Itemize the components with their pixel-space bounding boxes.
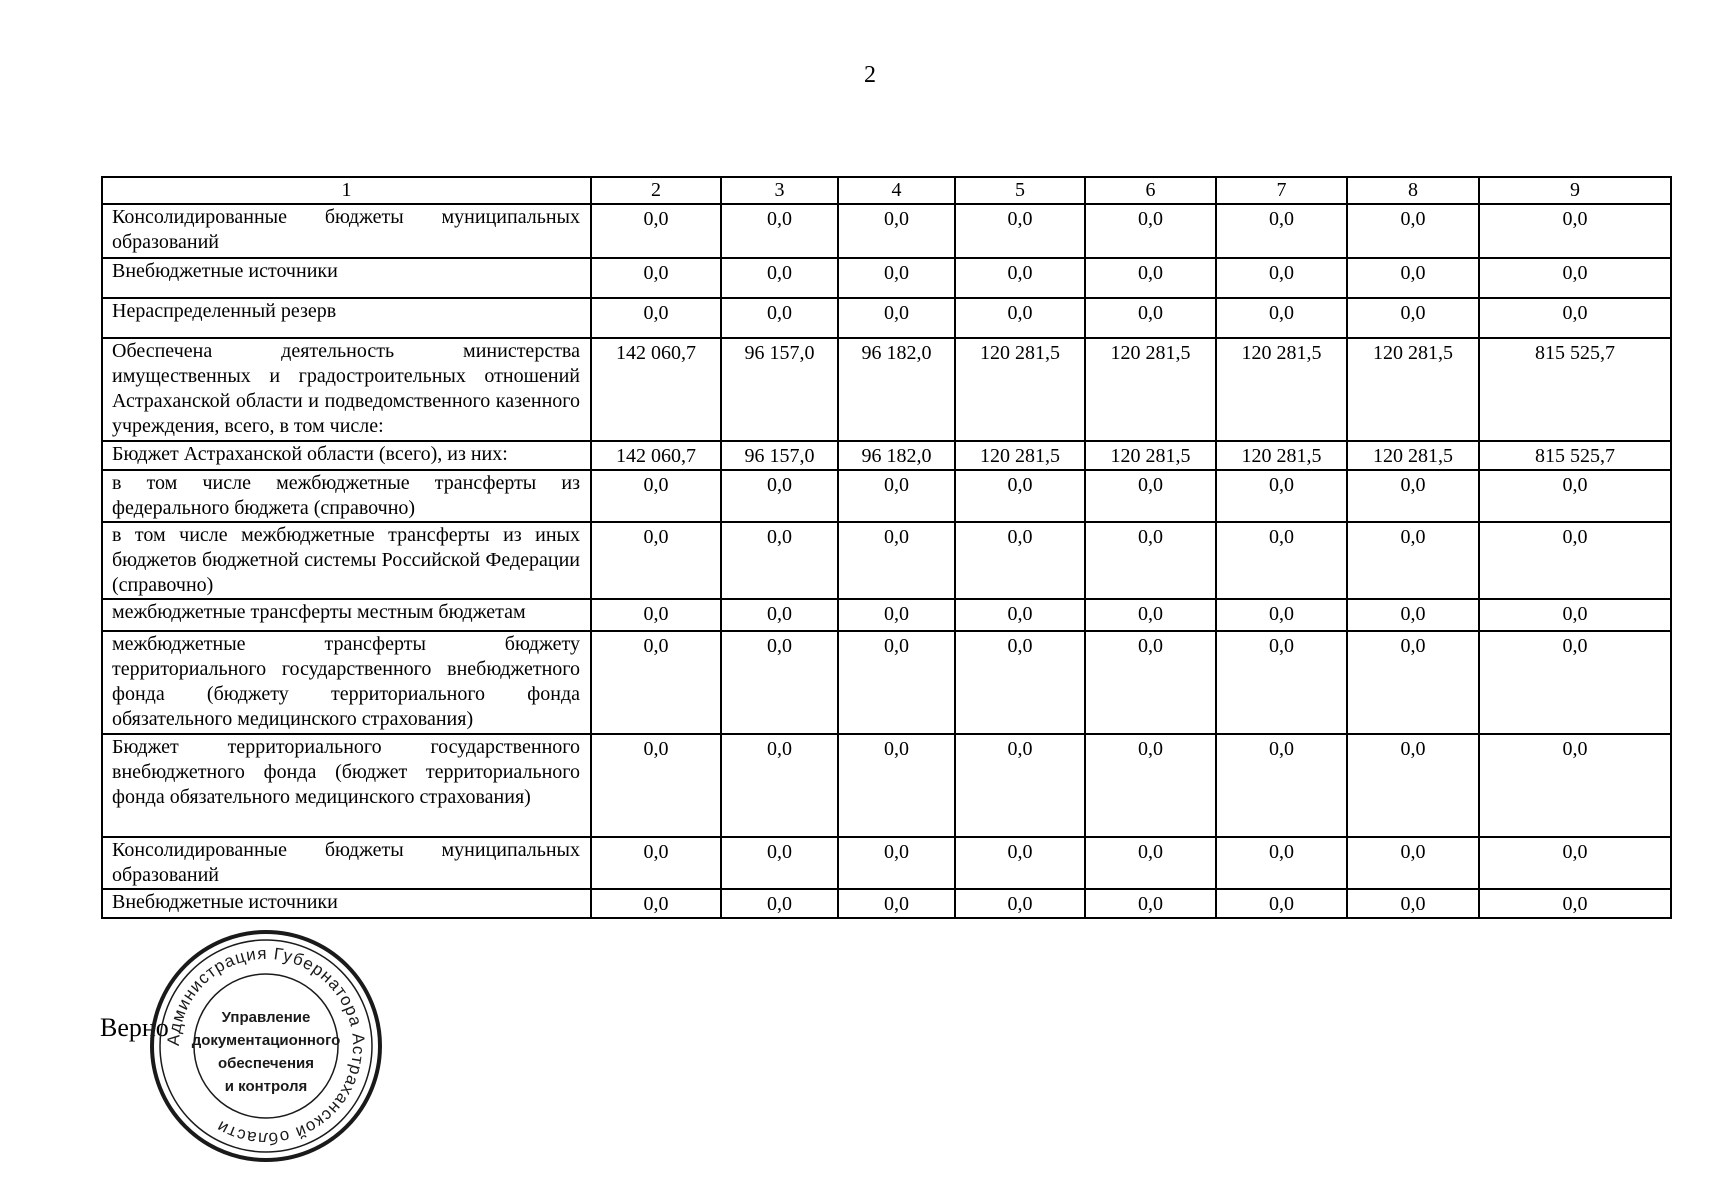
cell-value: 0,0 bbox=[721, 204, 838, 258]
cell-value: 0,0 bbox=[1479, 204, 1671, 258]
cell-value: 0,0 bbox=[1085, 258, 1216, 298]
row-label: межбюджетные трансферты местным бюджетам bbox=[102, 599, 591, 631]
cell-value: 0,0 bbox=[1085, 734, 1216, 837]
table-row bbox=[102, 599, 1671, 631]
stamp-center-line: Управление bbox=[221, 1009, 311, 1026]
cell-value: 0,0 bbox=[1216, 204, 1347, 258]
cell-value: 0,0 bbox=[1479, 522, 1671, 599]
cell-value: 0,0 bbox=[721, 599, 838, 631]
table-row bbox=[102, 338, 1671, 441]
cell-value: 0,0 bbox=[1216, 258, 1347, 298]
stamp-center-line: и контроля bbox=[224, 1078, 308, 1095]
cell-value: 0,0 bbox=[838, 298, 955, 338]
table-row bbox=[102, 298, 1671, 338]
column-header: 3 bbox=[721, 177, 838, 204]
cell-value: 0,0 bbox=[1479, 734, 1671, 837]
cell-value: 0,0 bbox=[1479, 837, 1671, 889]
cell-value: 0,0 bbox=[1479, 889, 1671, 918]
cell-value: 0,0 bbox=[1216, 837, 1347, 889]
table-row bbox=[102, 258, 1671, 298]
cell-value: 0,0 bbox=[838, 258, 955, 298]
cell-value: 0,0 bbox=[1216, 522, 1347, 599]
table-row bbox=[102, 734, 1671, 837]
cell-value: 0,0 bbox=[721, 470, 838, 522]
cell-value: 0,0 bbox=[1216, 631, 1347, 734]
cell-value: 0,0 bbox=[955, 258, 1085, 298]
cell-value: 0,0 bbox=[721, 258, 838, 298]
cell-value: 0,0 bbox=[591, 522, 721, 599]
cell-value: 0,0 bbox=[591, 889, 721, 918]
cell-value: 0,0 bbox=[955, 734, 1085, 837]
row-label: Внебюджетные источники bbox=[102, 258, 591, 298]
cell-value: 0,0 bbox=[1216, 889, 1347, 918]
cell-value: 0,0 bbox=[591, 599, 721, 631]
stamp-center-line: обеспечения bbox=[217, 1055, 315, 1072]
cell-value: 0,0 bbox=[1347, 889, 1479, 918]
cell-value: 0,0 bbox=[1347, 204, 1479, 258]
column-header: 8 bbox=[1347, 177, 1479, 204]
cell-value: 142 060,7 bbox=[591, 338, 721, 441]
cell-value: 0,0 bbox=[955, 631, 1085, 734]
cell-value: 0,0 bbox=[591, 204, 721, 258]
cell-value: 96 182,0 bbox=[838, 441, 955, 470]
cell-value: 0,0 bbox=[721, 734, 838, 837]
cell-value: 0,0 bbox=[838, 631, 955, 734]
cell-value: 0,0 bbox=[591, 298, 721, 338]
cell-value: 96 157,0 bbox=[721, 338, 838, 441]
budget-table bbox=[101, 176, 1672, 919]
cell-value: 120 281,5 bbox=[1085, 441, 1216, 470]
cell-value: 0,0 bbox=[591, 734, 721, 837]
signature-text: Верно bbox=[100, 1013, 169, 1042]
cell-value: 0,0 bbox=[838, 522, 955, 599]
cell-value: 0,0 bbox=[1085, 889, 1216, 918]
cell-value: 0,0 bbox=[1347, 599, 1479, 631]
cell-value: 0,0 bbox=[955, 298, 1085, 338]
column-header: 1 bbox=[102, 177, 591, 204]
cell-value: 0,0 bbox=[1085, 470, 1216, 522]
cell-value: 0,0 bbox=[1479, 599, 1671, 631]
cell-value: 120 281,5 bbox=[1216, 441, 1347, 470]
column-header: 9 bbox=[1479, 177, 1671, 204]
table-row bbox=[102, 441, 1671, 470]
cell-value: 0,0 bbox=[1216, 470, 1347, 522]
table-row bbox=[102, 837, 1671, 889]
cell-value: 0,0 bbox=[838, 889, 955, 918]
cell-value: 0,0 bbox=[1085, 837, 1216, 889]
cell-value: 0,0 bbox=[838, 470, 955, 522]
cell-value: 815 525,7 bbox=[1479, 338, 1671, 441]
cell-value: 0,0 bbox=[1347, 631, 1479, 734]
cell-value: 0,0 bbox=[955, 599, 1085, 631]
cell-value: 0,0 bbox=[1479, 470, 1671, 522]
row-label: Бюджет территориального государственного внебюджетного фонда (бюджет территориального фонда обязательного медицинского страхования) bbox=[102, 734, 591, 837]
cell-value: 0,0 bbox=[1085, 204, 1216, 258]
cell-value: 0,0 bbox=[591, 631, 721, 734]
column-header: 4 bbox=[838, 177, 955, 204]
cell-value: 0,0 bbox=[721, 837, 838, 889]
column-header: 2 bbox=[591, 177, 721, 204]
cell-value: 815 525,7 bbox=[1479, 441, 1671, 470]
cell-value: 0,0 bbox=[838, 204, 955, 258]
column-header: 5 bbox=[955, 177, 1085, 204]
cell-value: 0,0 bbox=[1479, 631, 1671, 734]
cell-value: 120 281,5 bbox=[1216, 338, 1347, 441]
cell-value: 0,0 bbox=[955, 470, 1085, 522]
row-label: в том числе межбюджетные трансферты из федерального бюджета (справочно) bbox=[102, 470, 591, 522]
cell-value: 120 281,5 bbox=[955, 441, 1085, 470]
stamp-center-line: документационного bbox=[191, 1032, 341, 1049]
cell-value: 0,0 bbox=[1216, 298, 1347, 338]
cell-value: 0,0 bbox=[1216, 734, 1347, 837]
cell-value: 0,0 bbox=[1347, 258, 1479, 298]
cell-value: 0,0 bbox=[838, 734, 955, 837]
cell-value: 0,0 bbox=[1347, 734, 1479, 837]
cell-value: 96 157,0 bbox=[721, 441, 838, 470]
table-row bbox=[102, 204, 1671, 258]
row-label: в том числе межбюджетные трансферты из иных бюджетов бюджетной системы Российской Федерации (справочно) bbox=[102, 522, 591, 599]
cell-value: 0,0 bbox=[955, 522, 1085, 599]
cell-value: 0,0 bbox=[1479, 298, 1671, 338]
cell-value: 0,0 bbox=[591, 837, 721, 889]
table-row bbox=[102, 522, 1671, 599]
cell-value: 0,0 bbox=[1216, 599, 1347, 631]
row-label: Бюджет Астраханской области (всего), из них: bbox=[102, 441, 591, 470]
cell-value: 0,0 bbox=[1347, 522, 1479, 599]
cell-value: 0,0 bbox=[1085, 599, 1216, 631]
cell-value: 0,0 bbox=[838, 599, 955, 631]
cell-value: 0,0 bbox=[1347, 470, 1479, 522]
cell-value: 0,0 bbox=[591, 470, 721, 522]
cell-value: 0,0 bbox=[591, 258, 721, 298]
cell-value: 0,0 bbox=[955, 889, 1085, 918]
cell-value: 120 281,5 bbox=[1347, 338, 1479, 441]
cell-value: 0,0 bbox=[955, 837, 1085, 889]
cell-value: 0,0 bbox=[1479, 258, 1671, 298]
cell-value: 120 281,5 bbox=[1347, 441, 1479, 470]
table-header-row bbox=[102, 177, 1671, 204]
cell-value: 0,0 bbox=[1347, 298, 1479, 338]
cell-value: 0,0 bbox=[1085, 631, 1216, 734]
cell-value: 0,0 bbox=[721, 889, 838, 918]
page-number: 2 bbox=[864, 62, 876, 88]
column-header: 6 bbox=[1085, 177, 1216, 204]
row-label: Внебюджетные источники bbox=[102, 889, 591, 918]
column-header: 7 bbox=[1216, 177, 1347, 204]
row-label: Нераспределенный резерв bbox=[102, 298, 591, 338]
table-row bbox=[102, 470, 1671, 522]
cell-value: 142 060,7 bbox=[591, 441, 721, 470]
official-stamp bbox=[148, 928, 384, 1164]
cell-value: 0,0 bbox=[838, 837, 955, 889]
cell-value: 0,0 bbox=[721, 631, 838, 734]
cell-value: 0,0 bbox=[955, 204, 1085, 258]
stamp-ring-text: Администрация Губернатора Астраханской области bbox=[163, 943, 369, 1149]
table-row bbox=[102, 631, 1671, 734]
cell-value: 120 281,5 bbox=[1085, 338, 1216, 441]
cell-value: 0,0 bbox=[1347, 837, 1479, 889]
row-label: Консолидированные бюджеты муниципальных образований bbox=[102, 837, 591, 889]
cell-value: 0,0 bbox=[721, 522, 838, 599]
cell-value: 0,0 bbox=[721, 298, 838, 338]
cell-value: 0,0 bbox=[1085, 522, 1216, 599]
cell-value: 120 281,5 bbox=[955, 338, 1085, 441]
cell-value: 0,0 bbox=[1085, 298, 1216, 338]
row-label: Обеспечена деятельность министерства имущественных и градостроительных отношений Астраханской области и подведомственного казенного учреждения, всего, в том числе: bbox=[102, 338, 591, 441]
row-label: Консолидированные бюджеты муниципальных образований bbox=[102, 204, 591, 258]
row-label: межбюджетные трансферты бюджету территориального государственного внебюджетного фонда (бюджету территориального фонда обязательного медицинского страхования) bbox=[102, 631, 591, 734]
table-row bbox=[102, 889, 1671, 918]
cell-value: 96 182,0 bbox=[838, 338, 955, 441]
